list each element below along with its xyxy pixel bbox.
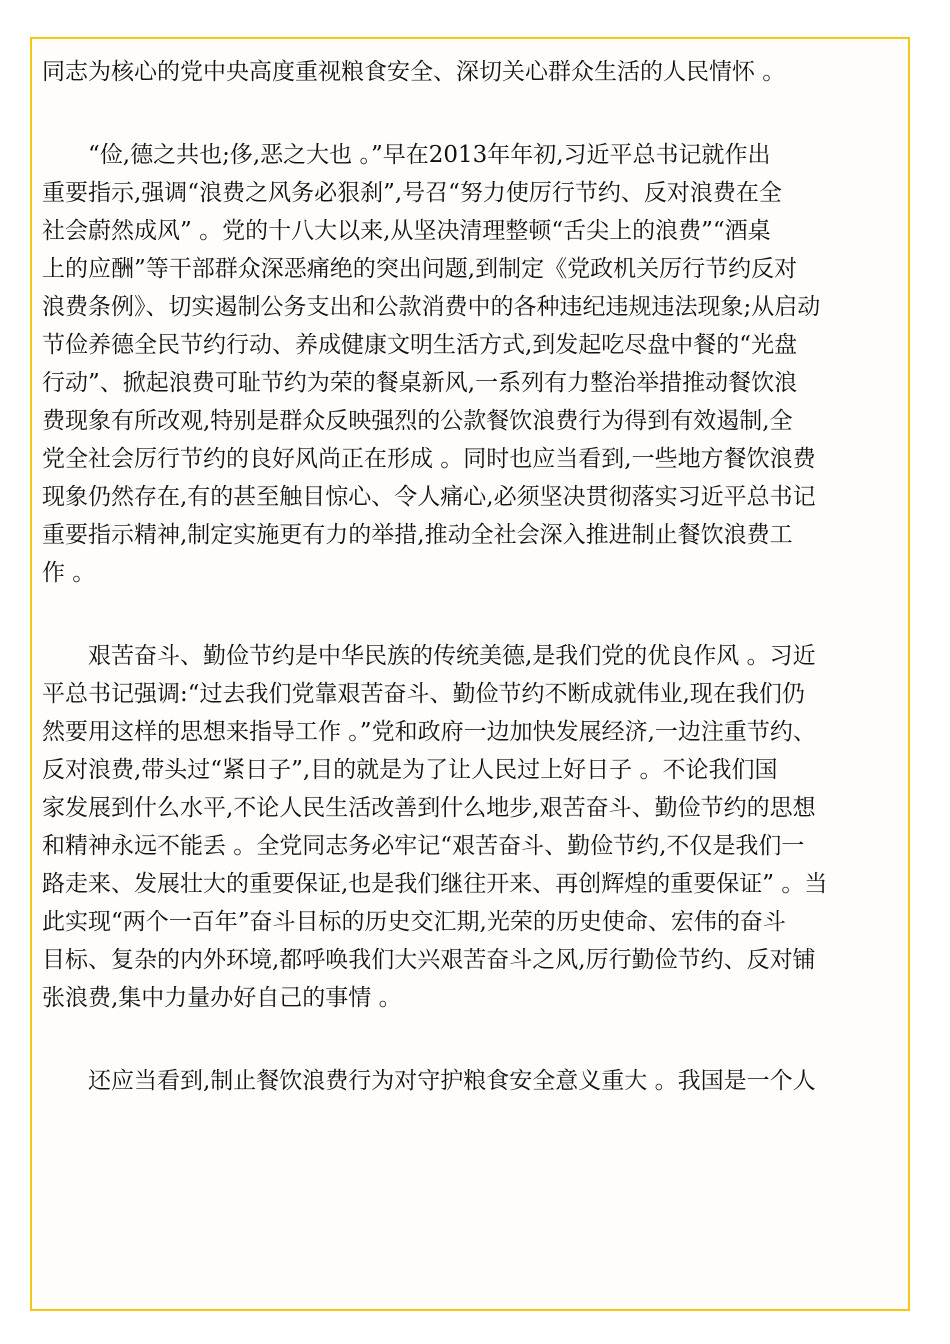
- text-line: 和精神永远不能丢 。全党同志务必牢记“艰苦奋斗、勤俭节约,不仅是我们一: [42, 833, 805, 859]
- text-line: 家发展到什么水平,不论人民生活改善到什么地步,艰苦奋斗、勤俭节约的思想: [42, 795, 816, 821]
- text-line: 还应当看到,制止餐饮浪费行为对守护粮食安全意义重大 。我国是一个人: [88, 1068, 816, 1094]
- text-line: 党全社会厉行节约的良好风尚正在形成 。同时也应当看到,一些地方餐饮浪费: [42, 446, 816, 472]
- text-line: 节俭养德全民节约行动、养成健康文明生活方式,到发起吃尽盘中餐的“光盘: [42, 332, 798, 358]
- text-line: 同志为核心的党中央高度重视粮食安全、深切关心群众生活的人民情怀 。: [42, 59, 786, 85]
- text-line: 反对浪费,带头过“紧日子”,目的就是为了让人民过上好日子 。不论我们国: [42, 757, 778, 783]
- text-line: “俭,德之共也;侈,恶之大也 。”早在2013年年初,习近平总书记就作出: [88, 142, 771, 168]
- text-line: 社会蔚然成风” 。党的十八大以来,从坚决清理整顿“舌尖上的浪费”“酒桌: [42, 218, 771, 244]
- text-line: 上的应酬”等干部群众深恶痛绝的突出问题,到制定《党政机关厉行节约反对: [42, 256, 798, 282]
- text-line: 重要指示,强调“浪费之风务必狠刹”,号召“努力使厉行节约、反对浪费在全: [42, 180, 782, 206]
- paragraph-1: [42, 53, 902, 91]
- text-line: 作 。: [42, 560, 96, 586]
- paragraph-gap: [42, 1017, 902, 1062]
- text-line: 张浪费,集中力量办好自己的事情 。: [42, 985, 402, 1011]
- text-line: 行动”、掀起浪费可耻节约为荣的餐桌新风,一系列有力整治举措推动餐饮浪: [42, 370, 798, 396]
- paragraph-gap: [42, 592, 902, 637]
- text-line: 浪费条例》、切实遏制公务支出和公款消费中的各种违纪违规违法现象;从启动: [42, 294, 821, 320]
- text-line: 费现象有所改观,特别是群众反映强烈的公款餐饮浪费行为得到有效遏制,全: [42, 408, 793, 434]
- paragraph-3: [42, 637, 902, 1017]
- paragraph-2: [42, 136, 902, 592]
- text-line: 然要用这样的思想来指导工作 。”党和政府一边加快发展经济,一边注重节约、: [42, 719, 816, 745]
- text-line: 现象仍然存在,有的甚至触目惊心、令人痛心,必须坚决贯彻落实习近平总书记: [42, 484, 816, 510]
- article-body: [42, 53, 902, 1100]
- text-line: 艰苦奋斗、勤俭节约是中华民族的传统美德,是我们党的优良作风 。习近: [88, 643, 816, 669]
- text-line: 重要指示精神,制定实施更有力的举措,推动全社会深入推进制止餐饮浪费工: [42, 522, 793, 548]
- text-line: 此实现“两个一百年”奋斗目标的历史交汇期,光荣的历史使命、宏伟的奋斗: [42, 909, 786, 935]
- paragraph-4: [42, 1062, 902, 1100]
- text-line: 目标、复杂的内外环境,都呼唤我们大兴艰苦奋斗之风,厉行勤俭节约、反对铺: [42, 947, 816, 973]
- text-line: 平总书记强调:“过去我们党靠艰苦奋斗、勤俭节约不断成就伟业,现在我们仍: [42, 681, 805, 707]
- paragraph-gap: [42, 91, 902, 136]
- text-line: 路走来、发展壮大的重要保证,也是我们继往开来、再创辉煌的重要保证” 。当: [42, 871, 828, 897]
- page-frame: [30, 37, 910, 1311]
